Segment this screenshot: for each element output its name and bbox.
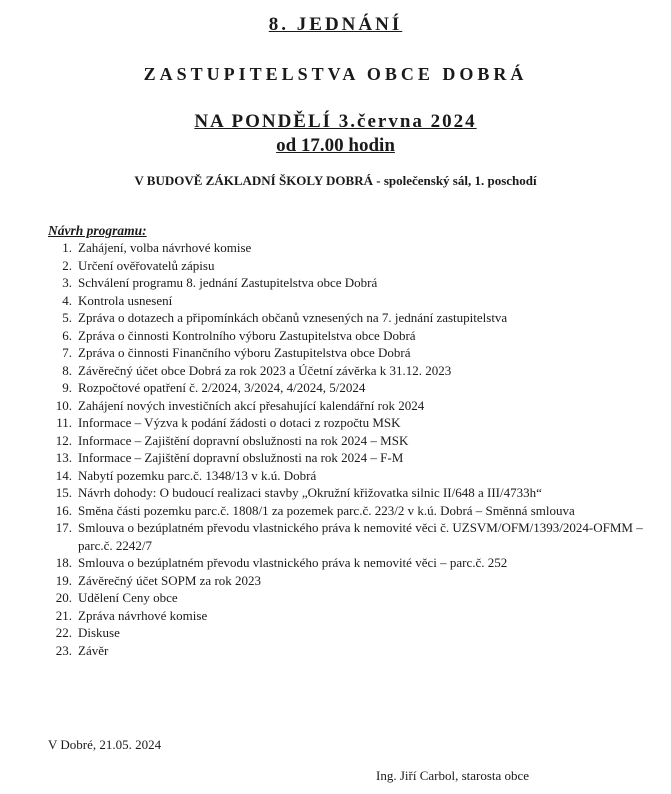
agenda-item — [48, 554, 648, 572]
agenda-item — [48, 239, 648, 257]
agenda-item-text: Informace – Zajištění dopravní obslužnosti na rok 2024 – MSK — [78, 432, 409, 448]
agenda-heading: Návrh programu: — [48, 223, 147, 238]
agenda-item-text: Zpráva o činnosti Kontrolního výboru Zastupitelstva obce Dobrá — [78, 327, 416, 343]
agenda-item-text: Závěrečný účet SOPM za rok 2023 — [78, 572, 262, 588]
agenda-item-text: Informace – Zajištění dopravní obslužnosti na rok 2024 – F-M — [78, 450, 404, 465]
agenda-item-number: 4. — [62, 292, 72, 308]
agenda-item-number: 22. — [55, 625, 72, 640]
agenda-item-number: 12. — [55, 432, 72, 448]
agenda-item-text: Nabytí pozemku parc.č. 1348/13 v k.ú. Dobrá — [78, 467, 317, 483]
agenda-item-number: 8. — [62, 362, 72, 378]
agenda-item-text: Zpráva o dotazech a připomínkách občanů vznesených na 7. jednání zastupitelstva — [78, 310, 508, 325]
agenda-item — [48, 624, 648, 642]
agenda-item-number: 11. — [56, 415, 72, 430]
agenda-item-number: 16. — [55, 502, 72, 518]
agenda-list — [48, 239, 648, 659]
agenda-item — [48, 607, 648, 625]
agenda-item-text: Schválení programu 8. jednání Zastupitelstva obce Dobrá — [78, 275, 378, 290]
agenda-item-number: 6. — [62, 327, 72, 343]
agenda-item — [48, 572, 648, 590]
agenda-item-text: Diskuse — [78, 625, 120, 640]
agenda-item-number: 18. — [55, 555, 72, 570]
agenda-item — [48, 257, 648, 275]
agenda-item-text: Zahájení nových investičních akcí přesahující kalendářní rok 2024 — [78, 397, 425, 413]
agenda-item-text: Závěr — [78, 642, 109, 658]
agenda-item-text: Určení ověřovatelů zápisu — [78, 257, 215, 273]
signature-line: Ing. Jiří Carbol, starosta obce — [376, 768, 530, 783]
agenda-item — [48, 467, 648, 485]
agenda-item-number: 14. — [55, 467, 72, 483]
agenda-item-number: 5. — [62, 310, 72, 325]
agenda-item-number: 19. — [55, 572, 72, 588]
agenda-item-text: Závěrečný účet obce Dobrá za rok 2023 a Účetní závěrka k 31.12. 2023 — [78, 362, 452, 378]
agenda-item-number: 23. — [55, 642, 72, 658]
agenda-item-text: Udělení Ceny obce — [78, 590, 178, 605]
agenda-item-text: Informace – Výzva k podání žádosti o dotaci z rozpočtu MSK — [78, 415, 401, 430]
agenda-item-number: 2. — [62, 257, 72, 273]
agenda-item-text: Rozpočtové opatření č. 2/2024, 3/2024, 4/2024, 5/2024 — [78, 380, 366, 395]
agenda-item-number: 21. — [55, 607, 72, 623]
agenda-item — [48, 344, 648, 362]
agenda-item-text: Smlouva o bezúplatném převodu vlastnického práva k nemovité věci – parc.č. 252 — [78, 555, 508, 570]
agenda-item-text: Návrh dohody: O budoucí realizaci stavby „Okružní křižovatka silnic II/648 a III/4733h“ — [78, 485, 542, 500]
agenda-item — [48, 327, 648, 345]
agenda-item-text: Smlouva o bezúplatném převodu vlastnického práva k nemovité věci č. UZSVM/OFM/1393/2024-OFMM – parc.č. 2242/7 — [78, 520, 643, 553]
agenda-item — [48, 292, 648, 310]
meeting-venue: V BUDOVĚ ZÁKLADNÍ ŠKOLY DOBRÁ - společenský sál, 1. poschodí — [134, 173, 537, 188]
meeting-date: NA PONDĚLÍ 3.června 2024 — [194, 111, 477, 132]
agenda-item-number: 20. — [55, 590, 72, 605]
agenda-item — [48, 309, 648, 327]
agenda-item-text: Zahájení, volba návrhové komise — [78, 240, 252, 255]
agenda-item — [48, 484, 648, 502]
place-and-date: V Dobré, 21.05. 2024 — [48, 737, 162, 752]
agenda-item — [48, 397, 648, 415]
agenda-item — [48, 432, 648, 450]
agenda-item-number: 1. — [62, 240, 72, 255]
meeting-number-title: 8. JEDNÁNÍ — [268, 14, 403, 35]
agenda-item-number: 13. — [55, 450, 72, 465]
agenda-item-text: Směna části pozemku parc.č. 1808/1 za pozemek parc.č. 223/2 v k.ú. Dobrá – Směnná smlouva — [78, 502, 575, 518]
agenda-item-text: Zpráva o činnosti Finančního výboru Zastupitelstva obce Dobrá — [78, 345, 411, 360]
agenda-item-number: 7. — [62, 345, 72, 360]
agenda-item-number: 3. — [62, 275, 72, 290]
agenda-item — [48, 362, 648, 380]
agenda-item-text: Zpráva návrhové komise — [78, 607, 208, 623]
agenda-item — [48, 414, 648, 432]
agenda-item — [48, 589, 648, 607]
agenda-item-number: 9. — [62, 380, 72, 395]
meeting-time: od 17.00 hodin — [276, 135, 395, 156]
agenda-item — [48, 519, 648, 554]
agenda-item-text: Kontrola usnesení — [78, 292, 173, 308]
agenda-item-number: 10. — [55, 397, 72, 413]
agenda-item-number: 17. — [55, 520, 72, 535]
agenda-item — [48, 449, 648, 467]
agenda-item — [48, 379, 648, 397]
council-title: ZASTUPITELSTVA OBCE DOBRÁ — [143, 64, 528, 84]
agenda-item — [48, 274, 648, 292]
agenda-item-number: 15. — [55, 485, 72, 500]
agenda-item — [48, 502, 648, 520]
agenda-item — [48, 642, 648, 660]
